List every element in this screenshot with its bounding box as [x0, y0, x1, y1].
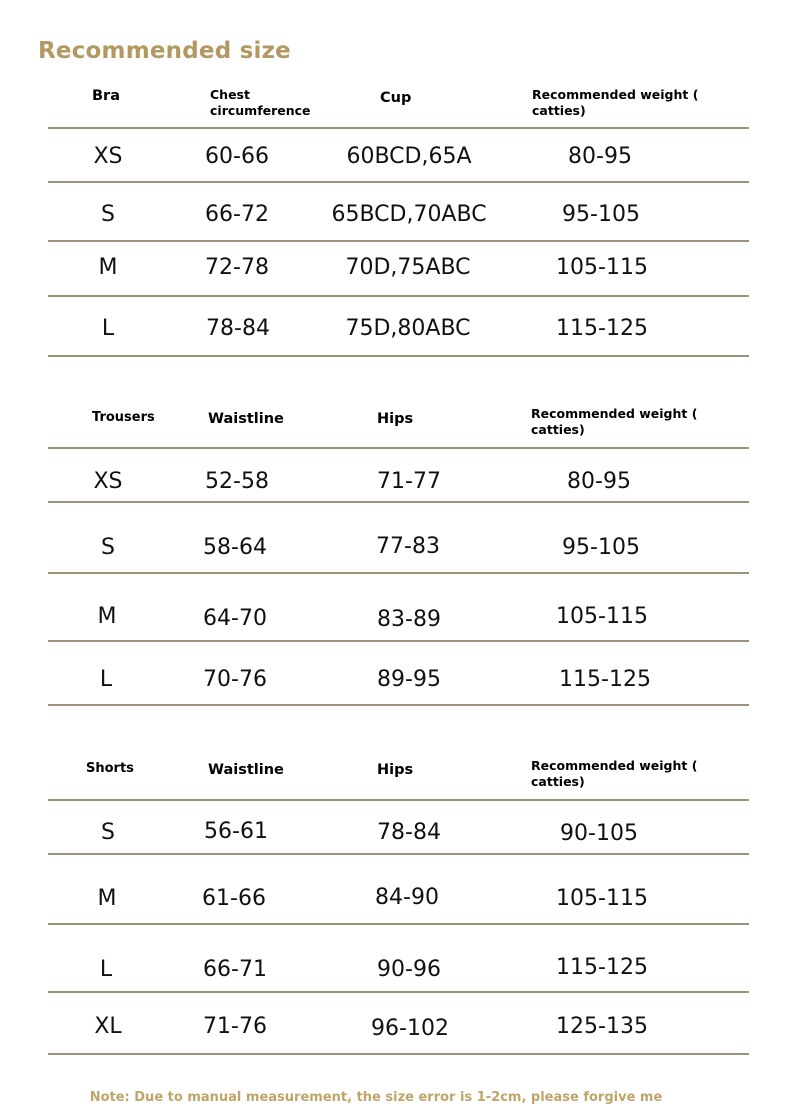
- trousers-weight-header: Recommended weight ( catties): [531, 406, 698, 437]
- shorts-weight-header: Recommended weight ( catties): [531, 758, 698, 789]
- size-label: S: [101, 202, 115, 227]
- size-label: XL: [94, 1014, 122, 1039]
- waistline-header: Waistline: [208, 411, 284, 427]
- weight-value: 105-115: [556, 255, 648, 280]
- cup-value: 60BCD,65A: [346, 144, 472, 169]
- size-label: L: [99, 957, 113, 982]
- page-title: Recommended size: [38, 38, 291, 64]
- weight-value: 105-115: [556, 886, 648, 911]
- table-rule: [48, 923, 749, 925]
- size-label: M: [98, 255, 118, 280]
- size-label: M: [97, 604, 117, 629]
- waist-value: 71-76: [203, 1014, 267, 1039]
- hips-value: 90-96: [377, 957, 441, 982]
- table-rule: [48, 355, 749, 357]
- size-label: S: [101, 820, 115, 845]
- weight-value: 115-125: [556, 316, 648, 341]
- size-label: XS: [93, 469, 123, 494]
- table-rule: [48, 1053, 749, 1055]
- table-rule: [48, 853, 749, 855]
- hips-value: 78-84: [377, 820, 441, 845]
- weight-value: 80-95: [567, 469, 631, 494]
- chest-value: 72-78: [205, 255, 269, 280]
- hips-value: 96-102: [371, 1016, 449, 1041]
- waist-value: 58-64: [203, 535, 267, 560]
- table-rule: [48, 572, 749, 574]
- size-label: L: [101, 316, 115, 341]
- trousers-header-label: Trousers: [92, 410, 155, 425]
- weight-value: 115-125: [556, 955, 648, 980]
- chest-value: 60-66: [205, 144, 269, 169]
- chest-circumference-header: Chest circumference: [210, 87, 311, 118]
- cup-header: Cup: [380, 90, 412, 106]
- hips-value: 71-77: [377, 469, 441, 494]
- bra-weight-header: Recommended weight ( catties): [532, 87, 699, 118]
- chest-value: 78-84: [206, 316, 270, 341]
- table-rule: [48, 181, 749, 183]
- table-rule: [48, 640, 749, 642]
- shorts-header-label: Shorts: [86, 761, 134, 776]
- measurement-note: Note: Due to manual measurement, the size error is 1-2cm, please forgive me: [89, 1090, 663, 1105]
- size-label: M: [97, 886, 117, 911]
- weight-value: 95-105: [562, 202, 640, 227]
- hips-value: 77-83: [376, 534, 440, 559]
- hips-value: 89-95: [377, 667, 441, 692]
- hips-header: Hips: [377, 762, 414, 778]
- cup-value: 65BCD,70ABC: [331, 202, 487, 227]
- weight-value: 90-105: [560, 821, 638, 846]
- waist-value: 61-66: [202, 886, 266, 911]
- size-label: L: [99, 667, 113, 692]
- waist-value: 56-61: [204, 819, 268, 844]
- weight-value: 105-115: [556, 604, 648, 629]
- waist-value: 66-71: [203, 957, 267, 982]
- chest-value: 66-72: [205, 202, 269, 227]
- waist-value: 70-76: [203, 667, 267, 692]
- bra-header-label: Bra: [92, 88, 120, 104]
- weight-value: 115-125: [559, 667, 651, 692]
- hips-value: 83-89: [377, 607, 441, 632]
- waistline-header: Waistline: [208, 762, 284, 778]
- table-rule: [48, 991, 749, 993]
- cup-value: 70D,75ABC: [345, 255, 471, 280]
- table-rule: [48, 295, 749, 297]
- cup-value: 75D,80ABC: [345, 316, 471, 341]
- weight-value: 125-135: [556, 1014, 648, 1039]
- table-rule: [48, 447, 749, 449]
- size-label: S: [101, 535, 115, 560]
- hips-header: Hips: [377, 411, 414, 427]
- table-rule: [48, 704, 749, 706]
- table-rule: [48, 799, 749, 801]
- hips-value: 84-90: [375, 885, 439, 910]
- weight-value: 80-95: [568, 144, 632, 169]
- waist-value: 52-58: [205, 469, 269, 494]
- size-label: XS: [93, 144, 123, 169]
- weight-value: 95-105: [562, 535, 640, 560]
- table-rule: [48, 240, 749, 242]
- waist-value: 64-70: [203, 606, 267, 631]
- table-rule: [48, 127, 749, 129]
- table-rule: [48, 501, 749, 503]
